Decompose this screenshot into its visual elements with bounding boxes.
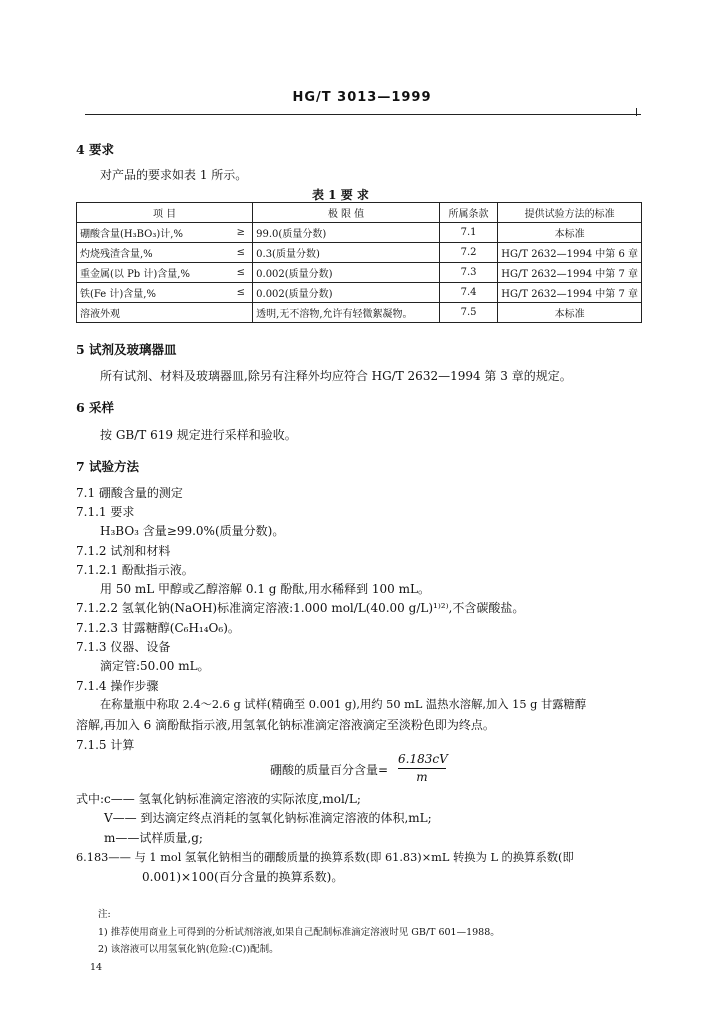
col-header-standard: 提供试验方法的标准	[498, 203, 642, 223]
row-standard: HG/T 2632—1994 中第 7 章	[498, 263, 642, 283]
section-6-heading: 6 采样	[76, 400, 115, 415]
row-limit: 透明,无不溶物,允许有轻微絮凝物。	[253, 303, 440, 323]
table-row	[77, 303, 642, 323]
col-header-limit: 极 限 值	[253, 203, 440, 223]
row-standard: HG/T 2632—1994 中第 6 章	[498, 243, 642, 263]
section-7-1: 7.1 硼酸含量的测定	[76, 486, 183, 500]
where-c: 式中:c—— 氢氧化钠标准滴定溶液的实际浓度,mol/L;	[76, 792, 361, 806]
section-7-1-5: 7.1.5 计算	[76, 738, 135, 752]
document-code-header: HG/T 3013—1999	[292, 90, 432, 105]
where-k-line-1: 6.183—— 与 1 mol 氢氧化钠相当的硼酸质量的换算系数(即 61.83)×mL 转换为 L 的换算系数(即	[76, 851, 574, 864]
formula-numerator: 6.183cV	[398, 752, 448, 766]
where-v: V—— 到达滴定终点消耗的氢氧化钠标准滴定溶液的体积,mL;	[104, 811, 432, 825]
section-7-1-4-line-1: 在称量瓶中称取 2.4～2.6 g 试样(精确至 0.001 g),用约 50 mL 温热水溶解,加入 15 g 甘露糖醇	[100, 698, 587, 711]
section-5-heading: 5 试剂及玻璃器皿	[76, 342, 177, 357]
row-standard: HG/T 2632—1994 中第 7 章	[498, 283, 642, 303]
section-4-text: 对产品的要求如表 1 所示。	[100, 168, 248, 182]
section-7-1-4: 7.1.4 操作步骤	[76, 679, 159, 693]
section-7-1-2-3: 7.1.2.3 甘露糖醇(C₆H₁₄O₆)。	[76, 621, 240, 635]
section-7-1-2-1-text: 用 50 mL 甲醇或乙醇溶解 0.1 g 酚酞,用水稀释到 100 mL。	[100, 582, 430, 596]
where-m: m——试样质量,g;	[104, 831, 203, 845]
row-limit: 0.3(质量分数)	[253, 243, 440, 263]
requirements-table	[76, 202, 642, 323]
section-7-1-2-1: 7.1.2.1 酚酞指示液。	[76, 563, 194, 577]
table-row	[77, 283, 642, 303]
section-7-heading: 7 试验方法	[76, 459, 140, 474]
row-item: 灼烧残渣含量,%	[77, 243, 230, 263]
formula-label: 硼酸的质量百分含量=	[270, 763, 389, 777]
col-header-clause: 所属条款	[439, 203, 497, 223]
row-limit: 99.0(质量分数)	[253, 223, 440, 243]
section-7-1-3: 7.1.3 仪器、设备	[76, 640, 171, 654]
row-clause: 7.3	[439, 263, 497, 283]
row-relation: ≥	[229, 223, 252, 243]
section-7-1-3-text: 滴定管:50.00 mL。	[100, 659, 210, 673]
section-7-1-1-text: H₃BO₃ 含量≥99.0%(质量分数)。	[100, 524, 285, 538]
row-item: 重金属(以 Pb 计)含量,%	[77, 263, 230, 283]
section-6-text: 按 GB/T 619 规定进行采样和验收。	[100, 428, 297, 442]
col-header-item: 项 目	[77, 203, 253, 223]
section-4-heading: 4 要求	[76, 142, 115, 157]
table-row	[77, 223, 642, 243]
row-relation: ≤	[229, 283, 252, 303]
row-item: 硼酸含量(H₃BO₃)计,%	[77, 223, 230, 243]
notes-label: 注:	[98, 909, 111, 920]
table-header-row	[77, 203, 642, 223]
table-row	[77, 243, 642, 263]
row-clause: 7.5	[439, 303, 497, 323]
where-k-line-2: 0.001)×100(百分含量的换算系数)。	[142, 870, 344, 884]
row-standard: 本标准	[498, 223, 642, 243]
row-relation: ≤	[229, 243, 252, 263]
section-7-1-4-line-2: 溶解,再加入 6 滴酚酞指示液,用氢氧化钠标准滴定溶液滴定至淡粉色即为终点。	[76, 718, 495, 732]
formula-fraction-bar	[398, 768, 446, 769]
row-limit: 0.002(质量分数)	[253, 283, 440, 303]
page-number: 14	[90, 962, 103, 973]
header-rule-tick	[636, 108, 637, 116]
note-2: 2) 该溶液可以用氢氧化钠(危险:(C))配制。	[98, 944, 279, 955]
row-clause: 7.4	[439, 283, 497, 303]
note-1: 1) 推荐使用商业上可得到的分析试剂溶液,如果自己配制标准滴定溶液时见 GB/T 601—1988。	[98, 927, 500, 938]
row-clause: 7.1	[439, 223, 497, 243]
row-limit: 0.002(质量分数)	[253, 263, 440, 283]
section-7-1-2-2: 7.1.2.2 氢氧化钠(NaOH)标准滴定溶液:1.000 mol/L(40.00 g/L)¹⁾²⁾,不含碳酸盐。	[76, 601, 525, 615]
row-item: 铁(Fe 计)含量,%	[77, 283, 230, 303]
row-clause: 7.2	[439, 243, 497, 263]
row-standard: 本标准	[498, 303, 642, 323]
section-7-1-1: 7.1.1 要求	[76, 505, 135, 519]
table-title: 表 1 要 求	[312, 188, 369, 202]
header-rule	[85, 114, 641, 115]
section-7-1-2: 7.1.2 试剂和材料	[76, 544, 171, 558]
section-5-text: 所有试剂、材料及玻璃器皿,除另有注释外均应符合 HG/T 2632—1994 第 3 章的规定。	[100, 369, 572, 383]
row-item: 溶液外观	[77, 303, 253, 323]
row-relation: ≤	[229, 263, 252, 283]
formula-denominator: m	[416, 770, 428, 784]
table-row	[77, 263, 642, 283]
